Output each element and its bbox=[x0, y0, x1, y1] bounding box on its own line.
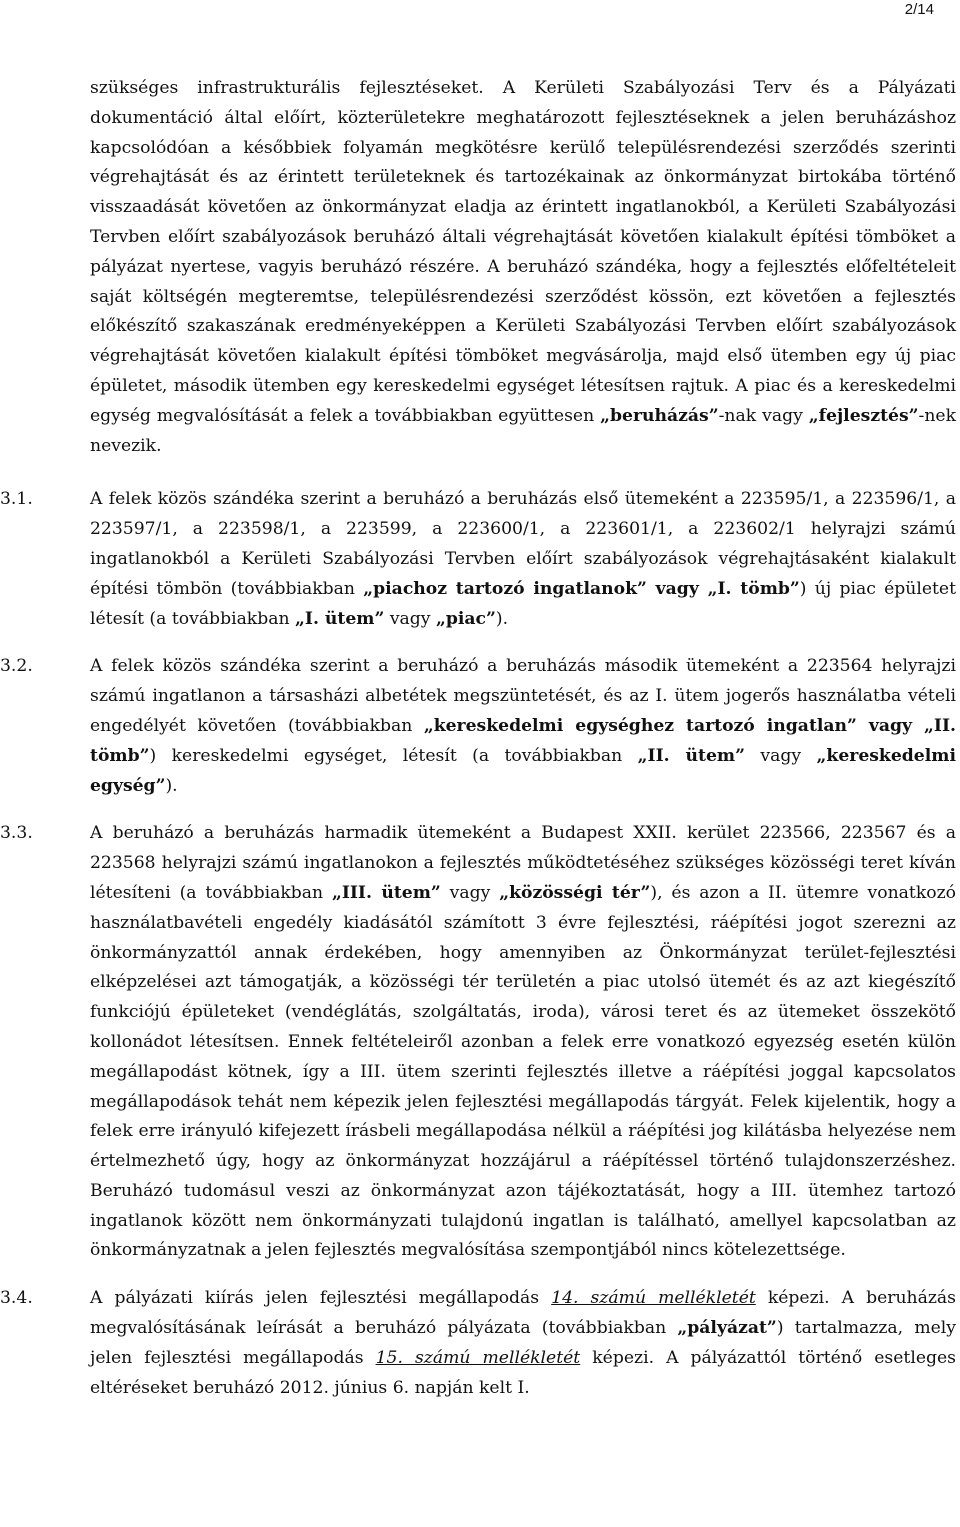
document-body bbox=[0, 74, 957, 1421]
section-text: vagy bbox=[440, 882, 500, 903]
term-i-utem: „I. ütem” bbox=[295, 608, 385, 629]
section-text: ) kereskedelmi egységet, létesít (a továbbiakban bbox=[149, 745, 638, 766]
section-3-1 bbox=[0, 485, 956, 634]
section-body bbox=[90, 652, 956, 801]
section-text: képezi. A pályázattól történő esetleges eltéréseket beruházó 2012. június 6. napján kelt I. bbox=[90, 1347, 956, 1398]
section-text: A felek közös szándéka szerint a beruházó a beruházás első ütemeként a 223595/1, a 223596/1, a 223597/1, a 223598/1, a 223599, a 223600/1, a 223601/1, a 223602/1 helyrajzi számú ingatlanokból a Kerületi Szabályozási Tervben előírt szabályozások végrehajtásaként kialakult építési tömbön (továbbiakban bbox=[90, 489, 956, 599]
section-number: 3.3. bbox=[0, 823, 33, 844]
section-number: 3.2. bbox=[0, 656, 33, 677]
term-palyazat: „pályázat” bbox=[677, 1318, 777, 1339]
section-body bbox=[90, 485, 956, 634]
term-beruhazas: „beruházás” bbox=[600, 405, 719, 426]
section-3-3 bbox=[0, 819, 956, 1266]
section-text: ), és azon a II. ütemre vonatkozó használatbavételi engedély kiadásától számított 3 évre fejlesztési, ráépítési jogot szerezni az önkormányzattól annak érdekében, hogy amennyiben az Önkormányzat terület-fejlesztési elképzelései azt támogatják, a közösségi tér területén a piac utolsó ütemét és az azt kiegészítő funkciójú épületeket (vendéglátás, szolgáltatás, iroda), városi teret és az ütemeket összekötő kollonádot létesítsen. Ennek feltételeiről azonban a felek erre vonatkozó egyezség esetén külön megállapodást kötnek, így a III. ütem szerinti fejlesztés illetve a ráépítési joggal kapcsolatos megállapodások tehát nem képezik jelen fejlesztési megállapodás tárgyát. Felek kijelentik, hogy a felek erre irányuló kifejezett írásbeli megállapodása nélkül a ráépítési jog kilátásba helyezése nem értelmezhető úgy, hogy az önkormányzat hozzájárul a ráépítéssel történő tulajdonszerzéshez. Beruházó tudomásul veszi az önkormányzat azon tájékoztatását, hogy a III. ütemhez tartozó ingatlanok között nem önkormányzati tulajdonú ingatlan is található, amellyel kapcsolatban az önkormányzatnak a jelen fejlesztés megvalósítása szempontjából nincs kötelezettsége. bbox=[90, 882, 957, 1261]
section-text: ). bbox=[495, 608, 509, 629]
page-number: 2/14 bbox=[904, 1, 934, 18]
term-kozossegi-ter: „közösségi tér” bbox=[499, 882, 651, 903]
section-text: A beruházó a beruházás harmadik ütemeként a Budapest XXII. kerület 223566, 223567 és a 223568 helyrajzi számú ingatlanokon a fejlesztés működtetéséhez szükséges közösségi teret kíván létesíteni (a továbbiakban bbox=[90, 823, 956, 903]
section-3-4 bbox=[0, 1284, 956, 1403]
annex-15-link[interactable]: 15. számú mellékletét bbox=[375, 1347, 581, 1368]
term-kereskedelmi-egyseghez-tartozo-ingatlan: „kereskedelmi egységhez tartozó ingatlan” vagy „II. tömb” bbox=[90, 715, 956, 766]
section-number: 3.4. bbox=[0, 1288, 33, 1309]
section-3-2 bbox=[0, 652, 956, 801]
section-text: ). bbox=[165, 775, 178, 796]
section-text: ) új piac épületet létesít (a továbbiakban bbox=[90, 578, 956, 629]
intro-text-1: szükséges infrastrukturális fejlesztéseket. A Kerületi Szabályozási Terv és a Pályázati dokumentáció által előírt, közterületekre meghatározott fejlesztéseknek a jelen beruházáshoz kapcsolódóan a későbbiek folyamán megkötésre kerülő településrendezési szerződés szerinti végrehajtását és az érintett területeknek és tartozékainak az önkormányzat birtokába történő visszaadását követően az önkormányzat eladja az érintett ingatlanokból, a Kerületi Szabályozási Tervben előírt szabályozások beruházó általi végrehajtását követően kialakult építési tömböket a pályázat nyertese, vagyis beruházó részére. A beruházó szándéka, hogy a fejlesztés előfeltételeit saját költségén megteremtse, településrendezési szerződést kössön, ezt követően a fejlesztés előkészítő szakaszának eredményeképpen a Kerületi Szabályozási Tervben előírt szabályozások végrehajtását követően kialakult építési tömböket megvásárolja, majd első ütemben egy új piac épületet, második ütemben egy kereskedelmi egységet létesítsen rajtuk. A piac és a kereskedelmi egység megvalósítását a felek a továbbiakban együttesen bbox=[90, 78, 956, 426]
intro-text-3: -nek nevezik. bbox=[90, 405, 956, 456]
intro-paragraph bbox=[90, 74, 956, 461]
section-body bbox=[90, 1284, 956, 1403]
section-body bbox=[90, 819, 956, 1266]
term-ii-utem: „II. ütem” bbox=[637, 745, 745, 766]
term-kereskedelmi-egyseg: „kereskedelmi egység” bbox=[90, 745, 956, 796]
term-piac: „piac” bbox=[435, 608, 496, 629]
section-number: 3.1. bbox=[0, 489, 33, 510]
section-text: ) tartalmazza, mely jelen fejlesztési megállapodás bbox=[90, 1318, 956, 1368]
term-piachoz-tartozo-ingatlanok: „piachoz tartozó ingatlanok” vagy „I. tömb” bbox=[363, 578, 800, 599]
section-text: A felek közös szándéka szerint a beruházó a beruházás második ütemeként a 223564 helyrajzi számú ingatlanon a társasházi albetétek megszüntetését, és az I. ütem jogerős használatba vételi engedélyét követően (továbbiakban bbox=[90, 656, 956, 736]
annex-14-link[interactable]: 14. számú mellékletét bbox=[551, 1288, 756, 1309]
section-text: vagy bbox=[745, 745, 817, 766]
section-text: A pályázati kiírás jelen fejlesztési megállapodás bbox=[90, 1288, 552, 1309]
term-fejlesztes: „fejlesztés” bbox=[808, 405, 919, 426]
section-text: vagy bbox=[384, 608, 436, 629]
intro-text-2: -nak vagy bbox=[718, 405, 809, 426]
term-iii-utem: „III. ütem” bbox=[331, 882, 441, 903]
section-text: képezi. A beruházás megvalósításának leírását a beruházó pályázata (továbbiakban bbox=[90, 1288, 956, 1339]
